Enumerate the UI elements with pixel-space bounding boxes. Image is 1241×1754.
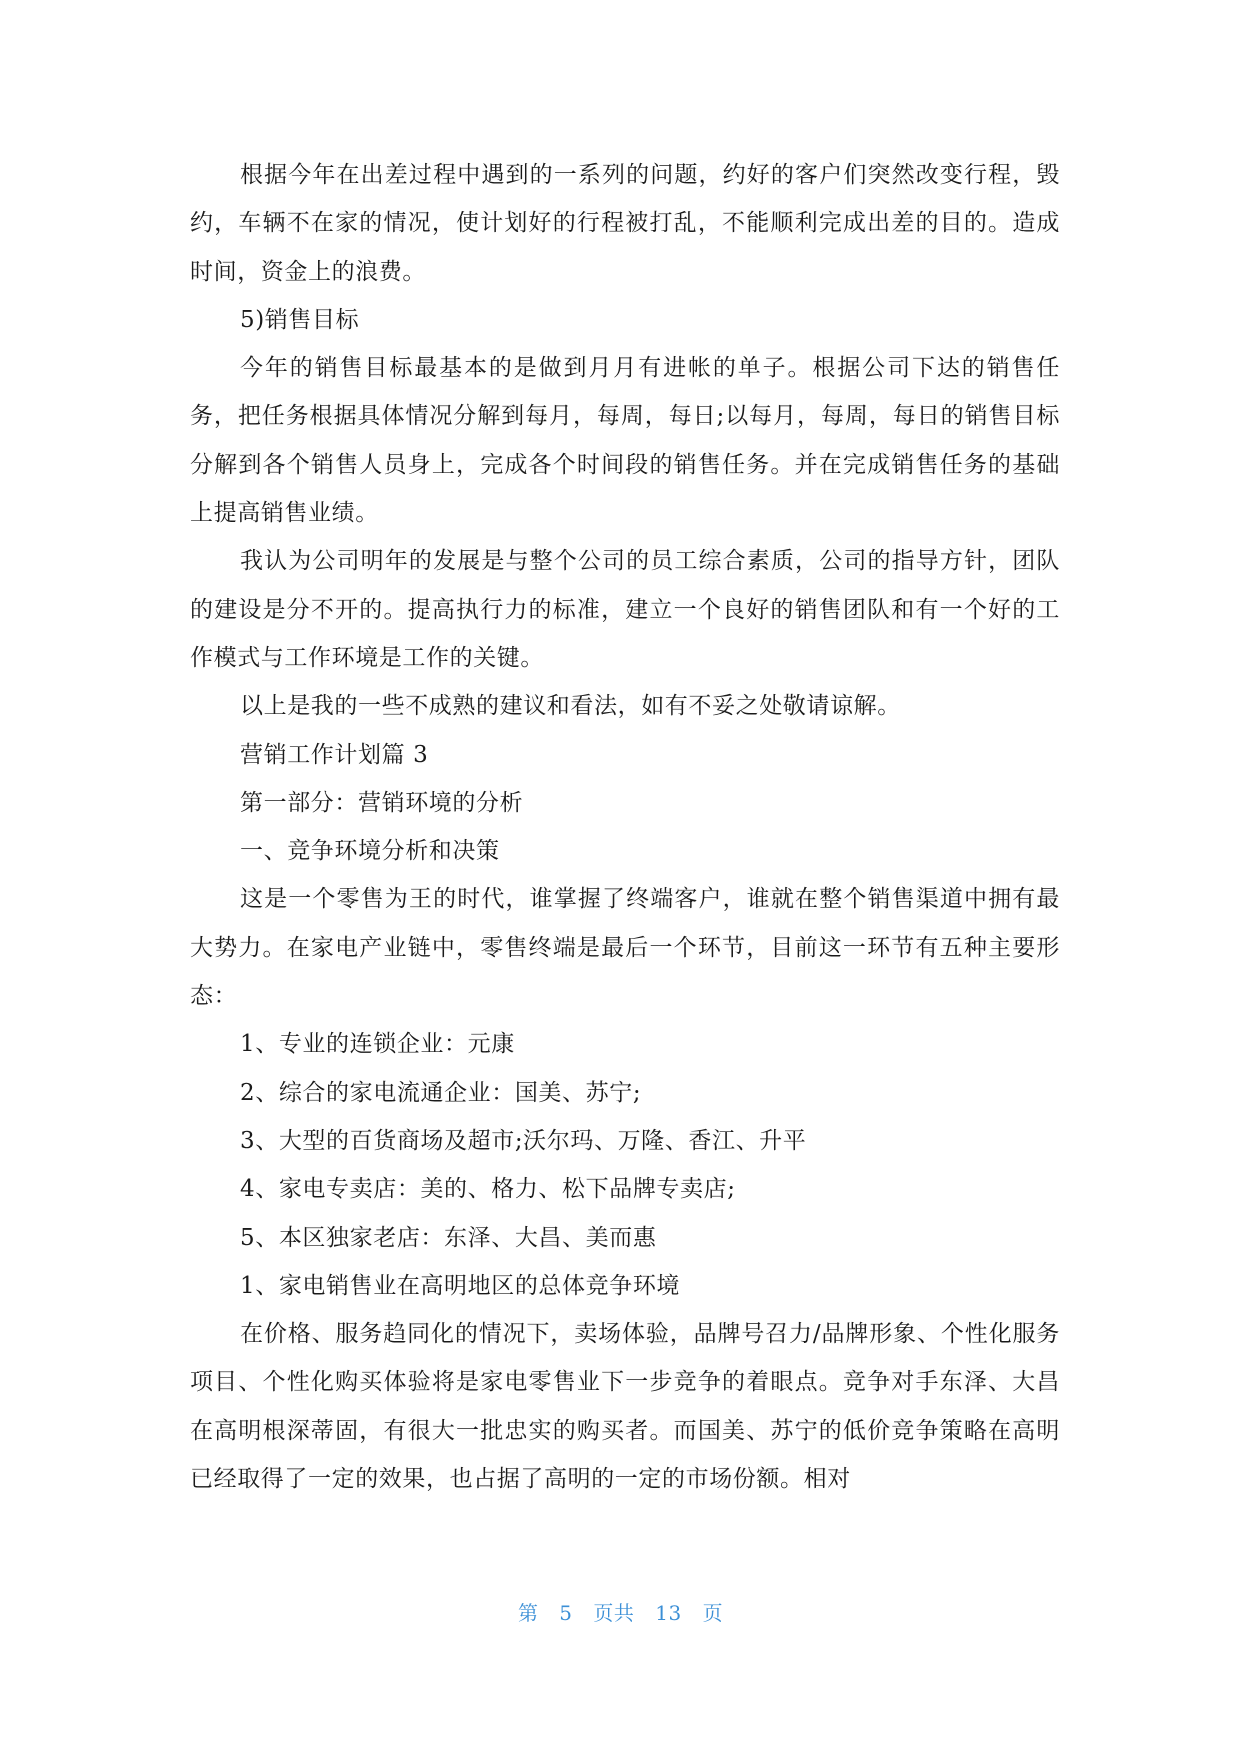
document-body [190,151,1060,1503]
list-item: 3、大型的百货商场及超市;沃尔玛、万隆、香江、升平 [240,1127,807,1154]
total-page-count: 13 [655,1601,682,1625]
current-page-number: 5 [559,1601,573,1625]
paragraph: 根据今年在出差过程中遇到的一系列的问题，约好的客户们突然改变行程，毁约，车辆不在家的情况，使计划好的行程被打乱，不能顺利完成出差的目的。造成时间，资金上的浪费。 [190,162,1060,285]
paragraph: 这是一个零售为王的时代，谁掌握了终端客户，谁就在整个销售渠道中拥有最大势力。在家电产业链中，零售终端是最后一个环节，目前这一环节有五种主要形态： [190,886,1060,1010]
section-heading: 营销工作计划篇 3 [240,741,429,768]
paragraph: 今年的销售目标最基本的是做到月月有进帐的单子。根据公司下达的销售任务，把任务根据具体情况分解到每月，每周，每日;以每月，每周，每日的销售目标分解到各个销售人员身上，完成各个时间段的销售任务。并在完成销售任务的基础上提高销售业绩。 [190,355,1060,527]
paragraph: 我认为公司明年的发展是与整个公司的员工综合素质，公司的指导方针，团队的建设是分不开的。提高执行力的标准，建立一个良好的销售团队和有一个好的工作模式与工作环境是工作的关键。 [190,548,1060,671]
list-item: 1、专业的连锁企业：元康 [240,1031,515,1058]
footer-middle: 页共 [593,1601,635,1625]
section-heading: 1、家电销售业在高明地区的总体竞争环境 [240,1272,681,1299]
footer-suffix: 页 [702,1601,724,1625]
section-heading: 一、竞争环境分析和决策 [240,838,500,865]
page-footer [0,1597,1241,1626]
section-heading: 5)销售目标 [240,306,360,333]
list-item: 5、本区独家老店：东泽、大昌、美而惠 [240,1224,657,1251]
section-heading: 第一部分：营销环境的分析 [240,789,524,816]
paragraph: 在价格、服务趋同化的情况下，卖场体验，品牌号召力/品牌形象、个性化服务项目、个性化购买体验将是家电零售业下一步竞争的着眼点。竞争对手东泽、大昌在高明根深蒂固，有很大一批忠实的购买者。而国美、苏宁的低价竞争策略在高明已经取得了一定的效果，也占据了高明的一定的市场份额。相对 [190,1321,1060,1493]
paragraph: 以上是我的一些不成熟的建议和看法，如有不妥之处敬请谅解。 [240,693,901,720]
footer-prefix: 第 [517,1601,539,1625]
list-item: 2、综合的家电流通企业：国美、苏宁; [240,1079,642,1106]
list-item: 4、家电专卖店：美的、格力、松下品牌专卖店; [240,1176,736,1203]
